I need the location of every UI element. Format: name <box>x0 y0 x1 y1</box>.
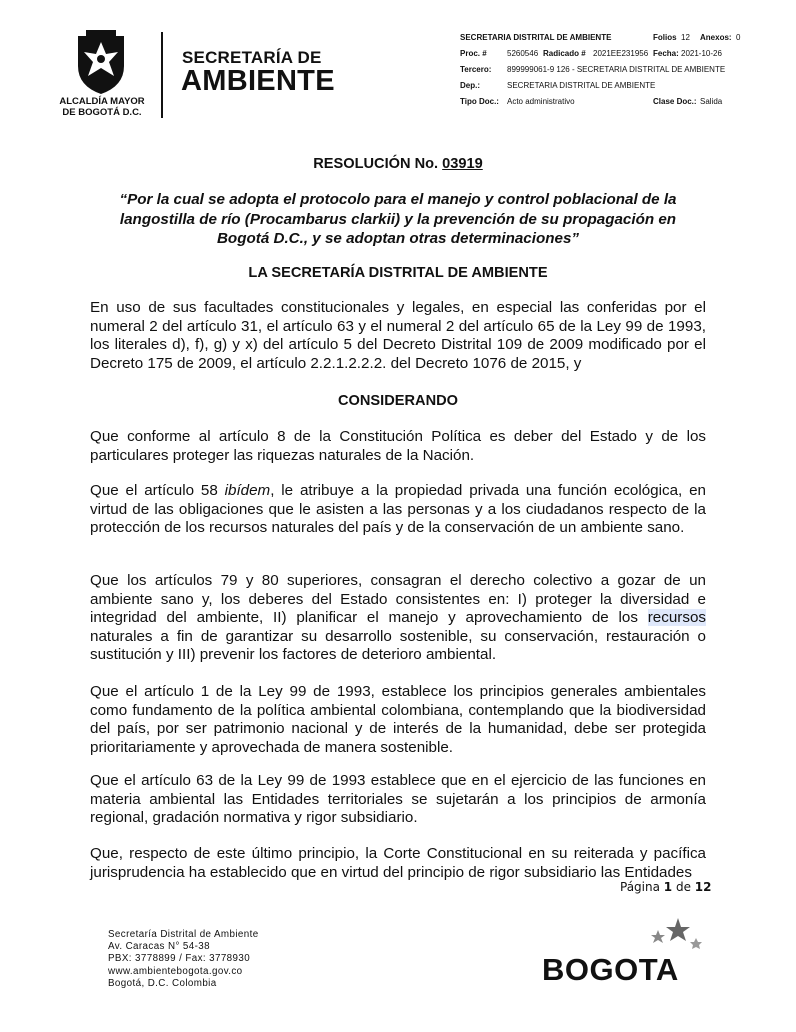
meta-dep-label: Dep.: <box>460 81 480 90</box>
meta-tipodoc-value: Acto administrativo <box>507 97 575 106</box>
footer-contact <box>108 929 259 990</box>
meta-proc-value: 5260546 <box>507 49 539 58</box>
meta-clasedoc-label: Clase Doc.: <box>653 97 697 106</box>
meta-dep-value: SECRETARIA DISTRITAL DE AMBIENTE <box>507 81 656 90</box>
meta-clasedoc-value: Salida <box>700 97 723 106</box>
highlighted-word: recursos <box>647 609 706 627</box>
bogota-brand-logo: BOGOTA <box>542 952 679 987</box>
meta-radicado-value: 2021EE231956 <box>593 49 649 58</box>
logo-caption-line: ALCALDÍA MAYOR <box>59 96 145 107</box>
paragraph-ley-99-art-63: Que el artículo 63 de la Ley 99 de 1993 establece que en el ejercicio de las funciones en materia ambiental las Entidades territoriales se sujetarán a los principios de armonía regional, gradación normativa y rigor subsidiario. <box>90 772 706 827</box>
meta-tercero-value: 899999061-9 126 - SECRETARIA DISTRITAL DE AMBIENTE <box>507 65 726 74</box>
page-total: 12 <box>694 880 712 894</box>
meta-tipodoc-label: Tipo Doc.: <box>460 97 499 106</box>
paragraph-art-79-80 <box>90 572 706 665</box>
logo-ambiente-text: AMBIENTE <box>181 65 335 97</box>
subject-line: langostilla de río (Procambarus clarkii) y la prevención de su propagación en <box>119 210 677 228</box>
logo-caption <box>58 96 146 118</box>
subject-line: “Por la cual se adopta el protocolo para el manejo y control poblacional de la <box>119 191 677 208</box>
meta-fecha-value: 2021-10-26 <box>681 49 722 58</box>
logo-divider <box>161 32 163 118</box>
page-label: Página <box>620 880 664 894</box>
meta-entity: SECRETARIA DISTRITAL DE AMBIENTE <box>460 33 612 42</box>
page-current: 1 <box>663 880 673 894</box>
meta-anexos-label: Anexos: <box>700 33 732 42</box>
meta-tercero-label: Tercero: <box>460 65 492 74</box>
meta-radicado-label: Radicado # <box>543 49 586 58</box>
subject-line: Bogotá D.C., y se adoptan otras determinaciones” <box>216 230 580 247</box>
paragraph-text: , le atribuye a la propiedad privada una función ecológica, en virtud de las obligaciones que le asisten a las personas y a los ciudadanos respecto de la protección de los recursos naturales del país y de la conservación de un ambiente sano. <box>90 482 707 537</box>
bogota-coat-of-arms-icon <box>74 30 128 96</box>
paragraph-text: Que el artículo 58 <box>90 482 225 499</box>
page-number <box>620 880 711 894</box>
logo-secretaria-text: SECRETARÍA DE <box>182 48 322 67</box>
resolution-prefix: RESOLUCIÓN No. <box>313 156 443 172</box>
logo-caption-line: DE BOGOTÁ D.C. <box>62 107 142 118</box>
paragraph-text: naturales a fin de garantizar su desarrollo sostenible, su conservación, restauración o sustitución y III) prevenir los factores de deterioro ambiental. <box>90 627 706 664</box>
issuing-entity-heading: LA SECRETARÍA DISTRITAL DE AMBIENTE <box>248 265 548 281</box>
intro-paragraph: En uso de sus facultades constitucionales y legales, en especial las conferidas por el numeral 2 del artículo 31, el artículo 63 y el numeral 2 del artículo 65 de la Ley 99 de 1993, los literales d), f), g) y x) del artículo 5 del Decreto Distrital 109 de 2009 modificado por el Decreto 175 de 2009, el artículo 2.2.1.2.2.2. del Decreto 1076 de 2015, y <box>90 299 706 372</box>
meta-anexos-value: 0 <box>736 33 741 42</box>
paragraph-text: Que los artículos 79 y 80 superiores, consagran el derecho colectivo a gozar de un ambiente sano y, los deberes del Estado consistentes en: I) proteger la diversidad e integridad del ambiente, II) planificar el manejo y aprovechamiento de los <box>90 572 706 627</box>
meta-folios-value: 12 <box>681 33 690 42</box>
considerando-heading: CONSIDERANDO <box>338 393 458 409</box>
meta-fecha-label: Fecha: <box>653 49 679 58</box>
footer-line: PBX: 3778899 / Fax: 3778930 <box>108 953 251 965</box>
footer-line: Bogotá, D.C. Colombia <box>108 977 217 989</box>
footer-line: Av. Caracas N° 54-38 <box>108 941 210 953</box>
paragraph-art-58 <box>90 482 706 538</box>
paragraph-italic-text: ibídem <box>224 482 271 499</box>
paragraph-rigor-subsidiario: Que, respecto de este último principio, la Corte Constitucional en su reiterada y pacífica jurisprudencia ha establecido que en virtud del principio de rigor subsidiario las Entidades <box>90 845 706 881</box>
meta-proc-label: Proc. # <box>460 49 487 58</box>
paragraph-ley-99-art-1: Que el artículo 1 de la Ley 99 de 1993, establece los principios generales ambientales como fundamento de la política ambiental colombiana, contemplando que la biodiversidad del país, por ser patrimonio nacional y de interés de la humanidad, debe ser protegida prioritariamente y aprovechada de manera sostenible. <box>90 683 706 756</box>
resolution-subject <box>100 190 696 249</box>
footer-line: Secretaría Distrital de Ambiente <box>108 929 259 940</box>
resolution-number: 03919 <box>442 156 483 172</box>
paragraph-art-8: Que conforme al artículo 8 de la Constitución Política es deber del Estado y de los particulares proteger las riquezas naturales de la Nación. <box>90 428 706 464</box>
meta-folios-label: Folios <box>653 33 677 42</box>
resolution-title <box>90 155 706 174</box>
page-sep: de <box>672 880 695 894</box>
footer-line: www.ambientebogota.gov.co <box>108 965 243 977</box>
